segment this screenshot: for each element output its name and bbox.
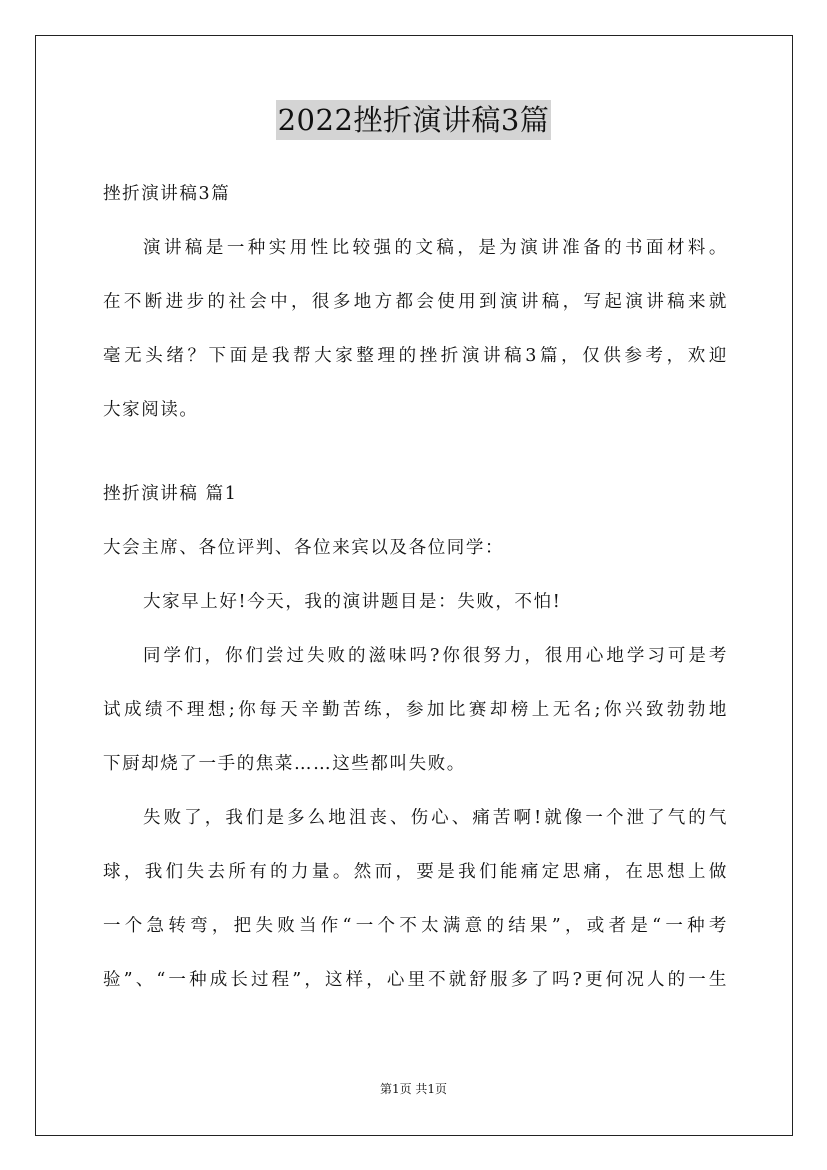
spacer: [103, 445, 728, 475]
section-heading: 挫折演讲稿 篇1: [103, 484, 238, 504]
salutation: 大会主席、各位评判、各位来宾以及各位同学：: [103, 538, 505, 558]
paragraph-line: 验”、“一种成长过程”，这样，心里不就舒服多了吗?更何况人的一生: [103, 970, 728, 990]
paragraph-line: 同学们，你们尝过失败的滋味吗?你很努力，很用心地学习可是考: [143, 646, 728, 666]
document-title: 2022挫折演讲稿3篇: [276, 100, 552, 140]
paragraph-line: 下厨却烧了一手的焦菜……这些都叫失败。: [103, 754, 466, 774]
greeting: 大家早上好!今天，我的演讲题目是：失败，不怕!: [143, 592, 562, 612]
page-number: 第1页 共1页: [379, 1082, 448, 1096]
intro-line: 大家阅读。: [103, 400, 199, 420]
document-body: [103, 175, 728, 1015]
intro-line: 在不断进步的社会中，很多地方都会使用到演讲稿，写起演讲稿来就: [103, 292, 728, 312]
paragraph-line: 球，我们失去所有的力量。然而，要是我们能痛定思痛，在思想上做: [103, 862, 728, 882]
intro-line: 演讲稿是一种实用性比较强的文稿，是为演讲准备的书面材料。: [143, 238, 728, 258]
paragraph-line: 一个急转弯，把失败当作“一个不太满意的结果”，或者是“一种考: [103, 916, 728, 936]
title-container: [0, 100, 827, 140]
paragraph-line: 试成绩不理想;你每天辛勤苦练，参加比赛却榜上无名;你兴致勃勃地: [103, 700, 728, 720]
intro-line: 毫无头绪？下面是我帮大家整理的挫折演讲稿3篇，仅供参考，欢迎: [103, 346, 728, 366]
subtitle: 挫折演讲稿3篇: [103, 184, 231, 204]
paragraph-line: 失败了，我们是多么地沮丧、伤心、痛苦啊!就像一个泄了气的气: [143, 808, 728, 828]
